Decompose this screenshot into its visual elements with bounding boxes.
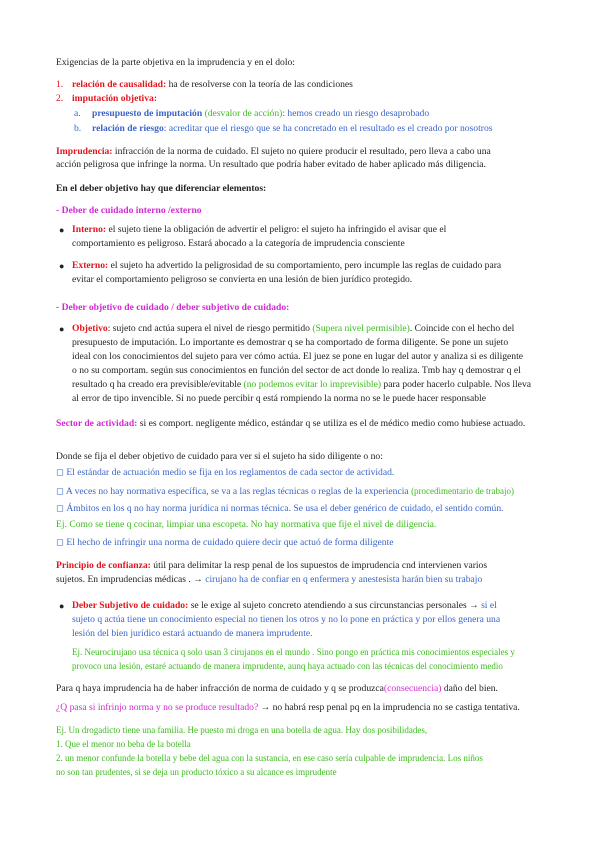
section1-title: - Deber de cuidado interno /externo <box>56 205 202 216</box>
heading: Exigencias de la parte objetiva en la imprudencia y en el dolo: <box>56 57 295 68</box>
subjetivo-line3: lesión del bien jurídico estará actuando de manera imprudente. <box>72 628 313 639</box>
subjetivo-example-line2: provoco una lesión, estaré actuando de manera imprudente, aunq haya actuado con las técnicas del conocimiento medio <box>72 661 503 671</box>
ejemplo-final-line: 1. Que el menor no beba de la botella <box>56 739 191 749</box>
bullet-icon: ● <box>59 261 65 271</box>
ejemplo-final-line: Ej. Un drogadicto tiene una familia. He puesto mi droga en una botella de agua. Hay dos posibilidades, <box>56 725 428 735</box>
arrow-right-icon: → <box>258 702 273 713</box>
subjetivo-example-line1: Ej. Neurocirujano usa técnica q solo usan 3 cirujanos en el mundo . Sino pongo en práctica mis conocimientos especiales y <box>72 647 515 657</box>
section2-title: - Deber objetivo de cuidado / deber subjetivo de cuidado: <box>56 302 290 313</box>
bullet-icon: ● <box>59 225 65 235</box>
para-q-haya: Para q haya imprudencia ha de haber infracción de norma de cuidado y q se produzca(consecuencia) daño del bien. <box>56 683 498 694</box>
sublist-letter: b. <box>74 123 82 134</box>
pregunta-tentativa: ¿Q pasa si infrinjo norma y no se produce resultado? → no habrá resp penal pq en la imprudencia no se castiga tentativa. <box>56 702 520 713</box>
objetivo-line2: presupuesto de imputación. Lo importante es demostrar q se ha comportado de forma diligente. Se pone un sujeto <box>72 337 509 348</box>
interno-line1: Interno: el sujeto tiene la obligación de advertir el peligro: el sujeto ha infringido el avisar que el <box>72 224 447 235</box>
bullet-icon: ● <box>59 601 65 611</box>
sublist-letter: a. <box>74 108 81 119</box>
subjetivo-line2: sujeto q actúa tiene un conocimiento especial no tienen los otros y no lo pone en práctica y por ellos genera una <box>72 614 501 625</box>
confianza-line1: Principio de confianza: útil para delimitar la resp penal de los supuestos de imprudencia cnd intervienen varios <box>56 560 488 571</box>
externo-line2: evitar el comportamiento peligroso se convierta en una lesión de bien jurídico protegido. <box>72 274 413 285</box>
example-escopeta: Ej. Como se tiene q cocinar, limpiar una escopeta. No hay normativa que fije el nivel de diligencia. <box>56 519 437 530</box>
list-item-causalidad: relación de causalidad: ha de resolverse con la teoría de las condiciones <box>72 79 353 90</box>
subjetivo-line1: Deber Subjetivo de cuidado: se le exige al sujeto concreto atendiendo a sus circunstancias personales → si el <box>72 600 497 611</box>
sector-actividad: Sector de actividad: si es comport. negligente médico, estándar q se utiliza es el de médico medio como hubiese actuado. <box>56 418 526 429</box>
list-number: 2. <box>56 93 64 104</box>
objetivo-line6: al error de tipo invencible. Si no puede percibir q está rompiendo la norma no se le puede hacer responsable <box>72 393 486 404</box>
sublist-item-presupuesto: presupuesto de imputación (desvalor de acción): hemos creado un riesgo desaprobado <box>92 108 430 119</box>
arrow-right-icon: → <box>193 574 203 585</box>
checklist-item: ◻ El estándar de actuación medio se fija en los reglamentos de cada sector de actividad. <box>56 467 395 478</box>
list-item-imputacion: imputación objetiva: <box>72 93 158 104</box>
ejemplo-final-line: 2. un menor confunde la botella y bebe del agua con la sustancia, en ese caso sería culpable de imprudencia. Los niños <box>56 753 483 763</box>
objetivo-line1: Objetivo: sujeto cnd actúa supera el nivel de riesgo permitido (Supera nivel permisible). Coincide con el hecho del <box>72 323 515 334</box>
list-number: 1. <box>56 79 64 90</box>
ejemplo-final-line: no son tan prudentes, si se deja un producto tóxico a su alcance es imprudente <box>56 767 337 777</box>
interno-line2: comportamiento es peligroso. Estará abocado a la categoría de imprudencia consciente <box>72 238 405 249</box>
checklist-item: ◻ El hecho de infringir una norma de cuidado quiere decir que actuó de forma diligente <box>56 537 394 548</box>
imprudencia-line2: acción peligrosa que infringe la norma. Un resultado que podría haber evitado de haber aplicado más diligencia. <box>56 159 486 170</box>
bullet-icon: ● <box>59 324 65 334</box>
checklist-item: ◻ Ámbitos en los q no hay norma jurídica ni normas técnica. Se usa el deber genérico de cuidado, el sentido común. <box>56 503 504 514</box>
objetivo-line5: resultado q ha creado era previsible/evitable (no podemos evitar lo imprevisible) para poder hacerlo culpable. Nos lleva <box>72 379 531 390</box>
checklist-item: ◻ A veces no hay normativa específica, se va a las reglas técnicas o reglas de la experiencia (procedimentario de trabajo) <box>56 486 515 497</box>
objetivo-line3: ideal con los conocimientos del sujeto para ver cómo actúa. El juez se pone en lugar del autor y analiza si es diligente <box>72 351 524 362</box>
arrow-right-icon: → <box>469 600 479 611</box>
externo-line1: Externo: el sujeto ha advertido la peligrosidad de su comportamiento, pero incumple las reglas de cuidado para <box>72 260 502 271</box>
confianza-line2: sujetos. En imprudencias médicas . → cirujano ha de confiar en q enfermera y anestesista harán bien su trabajo <box>56 574 483 585</box>
imprudencia-line1: Imprudencia: infracción de la norma de cuidado. El sujeto no quiere producir el resultado, pero lleva a cabo una <box>56 146 491 157</box>
deber-heading: En el deber objetivo hay que diferenciar elementos: <box>56 183 267 194</box>
donde-text: Donde se fija el deber objetivo de cuidado para ver si el sujeto ha sido diligente o no: <box>56 451 383 462</box>
sublist-item-relacion: relación de riesgo: acreditar que el riesgo que se ha concretado en el resultado es el creado por nosotros <box>92 123 493 134</box>
objetivo-line4: o no su comportam. según sus conocimientos en función del sector de act donde lo realiza. Tmb hay q demostrar q el <box>72 365 521 376</box>
